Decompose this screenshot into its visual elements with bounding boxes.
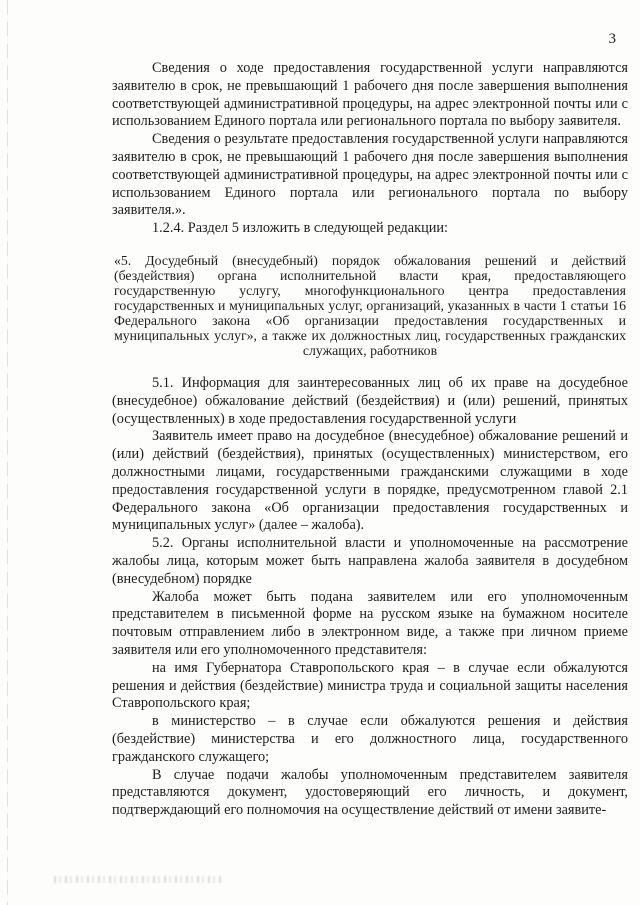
paragraph-complaint-filing: Жалоба может быть подана заявителем или его уполномоченным представителем в письменной форме на русском языке на бумажном носителе почтовым отправлением либо в электронном виде, а также при личном приеме заявителя или его уполномоченного представителя: <box>112 588 628 658</box>
page-content <box>112 60 628 820</box>
paragraph-service-result-info: Сведения о результате предоставления государственной услуги направляются заявителю в срок, не превышающий 1 рабочего дня после завершения выполнения соответствующей административной процедуры, на адрес электронной почты или с использованием Единого портала или регионального портала по выбору заявителя.». <box>112 131 628 219</box>
section-5-heading: «5. Досудебный (внесудебный) порядок обжалования решений и действий (бездействия) органа исполнительной власти края, предоставляющего государственную услугу, многофункционального центра предоставления государственных и муниципальных услуг, организаций, указанных в части 1 статьи 16 Федерального закона «Об организации предоставления государственных и муниципальных услуг», а также их должностных лиц, государственных гражданских служащих, работников <box>114 252 626 358</box>
paragraph-right-to-appeal: Заявитель имеет право на досудебное (внесудебное) обжалование решений и (или) действий (бездействия), принятых (осуществленных) министерством, его должностными лицами, государственными гражданскими служащими в ходе предоставления государственной услуги в порядке, предусмотренном главой 2.1 Федерального закона «Об организации предоставления государственных и муниципальных услуг» (далее – жалоба). <box>112 428 628 534</box>
clause-1-2-4: 1.2.4. Раздел 5 изложить в следующей редакции: <box>152 220 449 237</box>
section-5-1-heading: 5.1. Информация для заинтересованных лиц об их праве на досудебное (внесудебное) обжалование действий (бездействия) и (или) решений, принятых (осуществленных) в ходе предоставления государственной услуги <box>112 374 628 427</box>
page-number: 3 <box>608 31 616 47</box>
paragraph-service-progress-info: Сведения о ходе предоставления государственной услуги направляются заявителю в срок, не превышающий 1 рабочего дня после завершения выполнения соответствующей административной процедуры, на адрес электронной почты или с использованием Единого портала или регионального портала по выбору заявителя. <box>112 60 628 130</box>
paragraph-governor-case: на имя Губернатора Ставропольского края – в случае если обжалуются решения и действия (бездействие) министра труда и социальной защиты населения Ставропольского края; <box>112 659 628 712</box>
section-5-2-heading: 5.2. Органы исполнительной власти и уполномоченные на рассмотрение жалобы лица, которым может быть направлена жалоба заявителя в досудебном (внесудебном) порядке <box>112 535 628 587</box>
paragraph-ministry-case: в министерство – в случае если обжалуются решения и действия (бездействие) министерства и его должностного лица, государственного гражданского служащего; <box>112 713 628 765</box>
paragraph-representative-documents: В случае подачи жалобы уполномоченным представителем заявителя представляются документ, удостоверяющий его личность, и документ, подтверждающий его полномочия на осуществление действий от имени заявите- <box>112 766 628 819</box>
scan-artifact-left-line <box>7 0 8 905</box>
scan-artifact-bottom-smudge <box>54 876 224 883</box>
